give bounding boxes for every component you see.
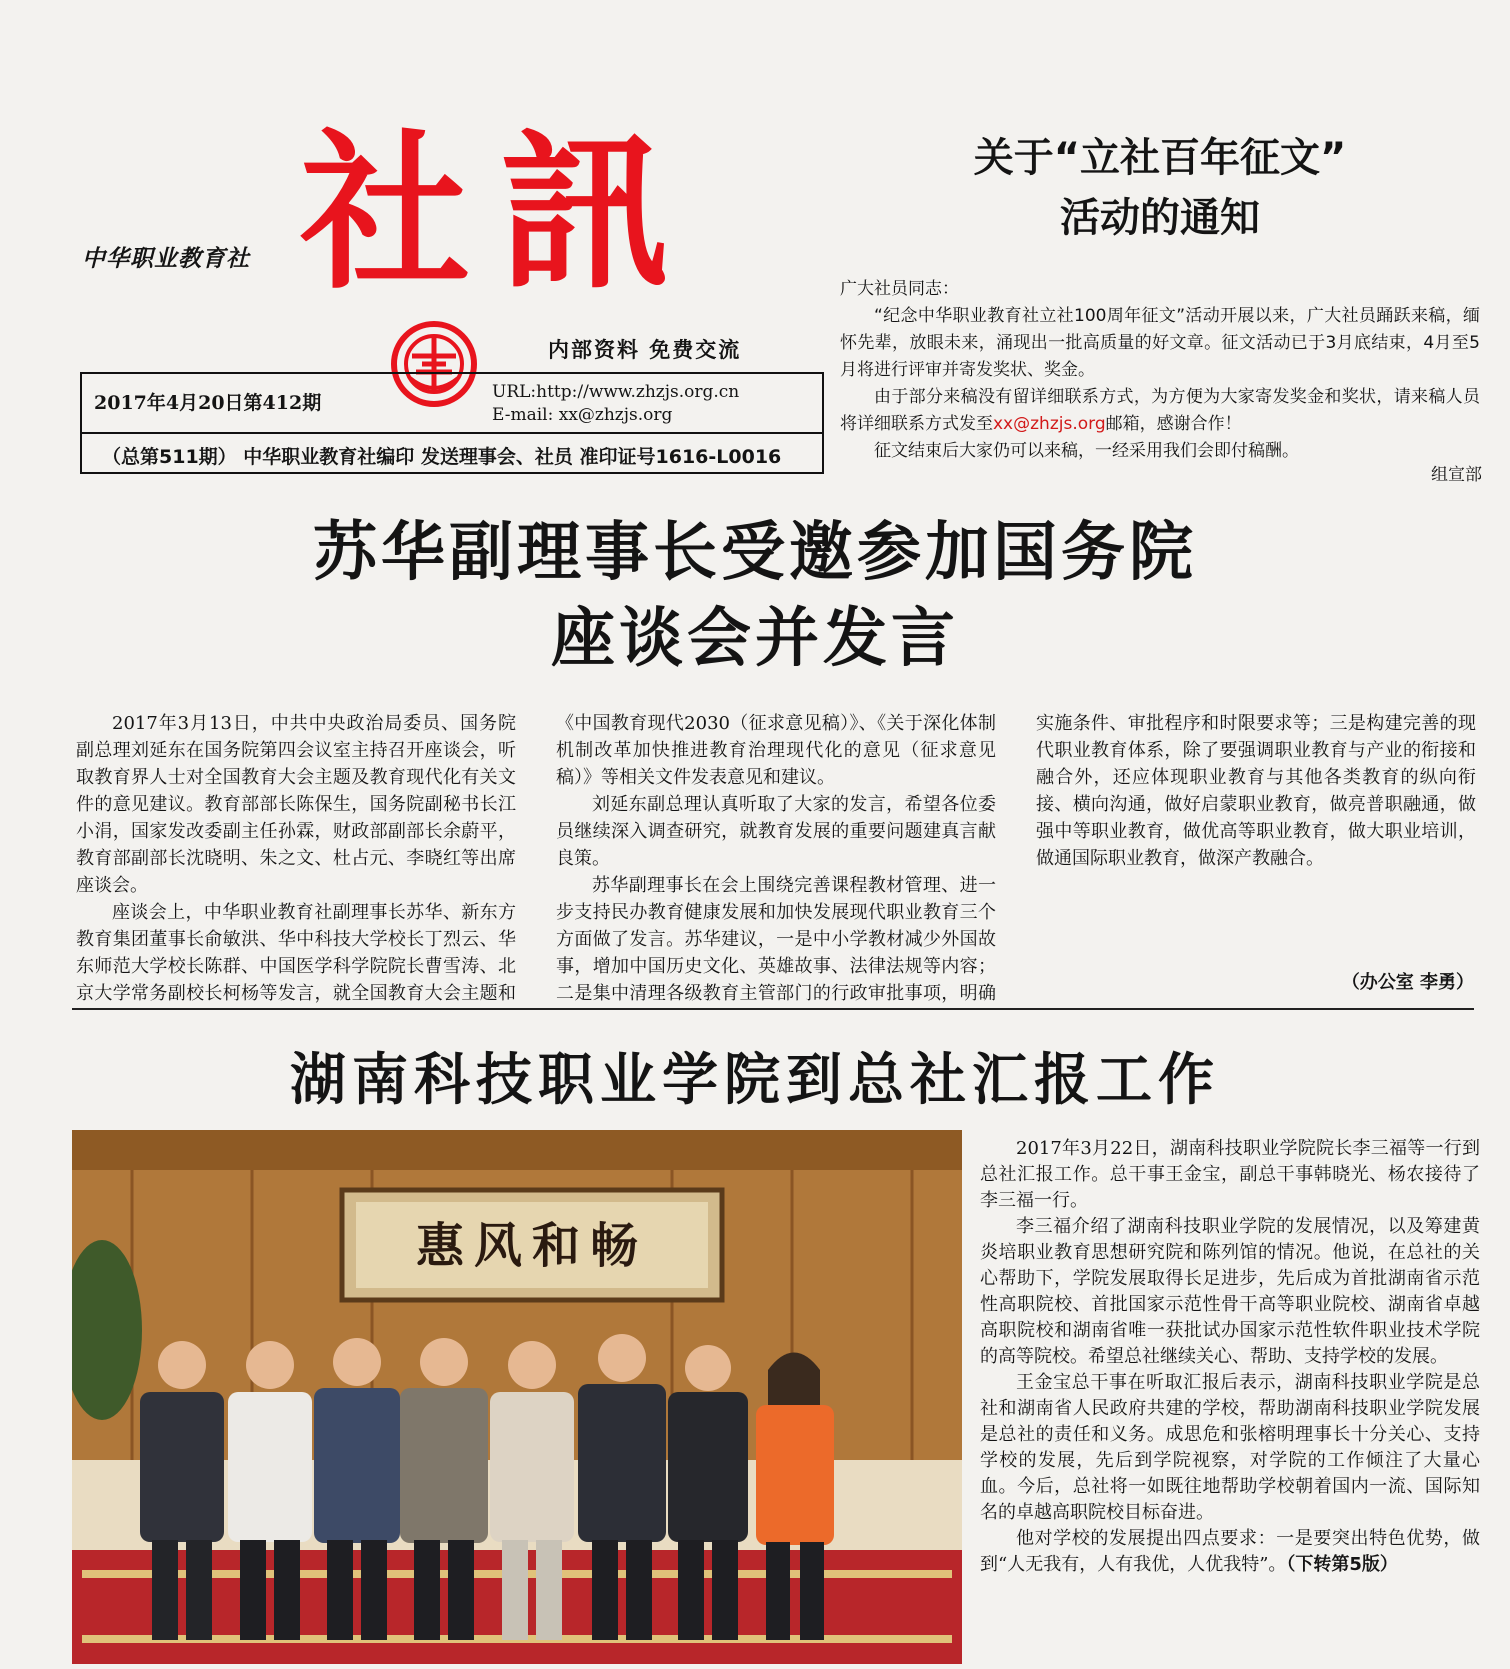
info-box-divider <box>82 432 822 434</box>
issue-info-box <box>80 372 824 474</box>
section-divider <box>72 1008 1474 1010</box>
notice-title-line1: 关于“立社百年征文” <box>973 135 1347 181</box>
article1-headline <box>40 510 1470 682</box>
article1-paragraph: 座谈会上，中华职业教育社副理事长苏华、新东方教育集团董事长俞敏洪、华中科技大学校长丁烈云、华东师范大学校长陈群、中国医学科学院院长曹雪涛、北京大学常务副校长柯杨等发言，就全国教育大会主题和《中国教育现代2030（征求意见稿）》、《关于深化体制机制改革加快推进教育治理现代化的意见（征求意见稿）》等相关文件发表意见和建议。 <box>76 713 996 1004</box>
website-url: URL:http://www.zhzjs.org.cn <box>492 382 740 402</box>
notice-paragraph: 征文结束后大家仍可以来稿，一经采用我们会即付稿酬。 <box>874 441 1299 461</box>
notice-paragraph <box>840 384 1480 438</box>
article2-paragraph: 李三福介绍了湖南科技职业学院的发展情况，以及筹建黄炎培职业教育思想研究院和陈列馆的情况。他说，在总社的关心帮助下，学院发展取得长足进步，先后成为首批湖南省示范性高职院校、首批国家示范性骨干高等职业院校、湖南省卓越高职院校和湖南省唯一获批试办国家示范性软件职业技术学院的高等院校。希望总社继续关心、帮助、支持学校的发展。 <box>980 1216 1480 1367</box>
article1-byline: （办公室 李勇） <box>1341 972 1474 993</box>
calligraphy-text: 惠风和畅 <box>415 1218 649 1274</box>
article2-paragraph: 2017年3月22日，湖南科技职业学院院长李三福等一行到总社汇报工作。总干事王金宝，副总干事韩晓光、杨农接待了李三福一行。 <box>980 1138 1480 1211</box>
issue-date: 2017年4月20日第412期 <box>94 392 322 414</box>
notice-body <box>840 276 1480 465</box>
article1-paragraph: 苏华副理事长在会上围绕完善课程教材管理、进一步支持民办教育健康发展和加快发展现代职业教育三个方面做了发言。苏华建议，一是中小学教材减少外国故事，增加中国历史文化、英雄故事、法律法规等内容；二是集中清理各级教育主管部门的行政审批事项，明确实施条件、审批程序和时限要求等；三是构建完善的现代职业教育体系，除了要强调职业教育与产业的衔接和融合外，还应体现职业教育与其他各类教育的纵向衔接、横向沟通，做好启蒙职业教育，做亮普职融通，做强中等职业教育，做优高等职业教育，做大职业培训，做通国际职业教育，做深产教融合。 <box>556 713 1476 1004</box>
publisher-name: 中华职业教育社 <box>82 246 250 272</box>
notice-title-line2: 活动的通知 <box>1060 195 1260 241</box>
group-photo <box>72 1130 962 1664</box>
article2-paragraph <box>980 1526 1480 1578</box>
article2-paragraph: 王金宝总干事在听取汇报后表示，湖南科技职业学院是总社和湖南省人民政府共建的学校，帮助湖南科技职业学院发展是总社的责任和义务。成思危和张榕明理事长十分关心、支持学校的发展，先后到学院视察，对学院的工作倾注了大量心血。今后，总社将一如既往地帮助学校朝着国内一流、国际知名的卓越高职院校目标奋进。 <box>980 1372 1480 1523</box>
notice-paragraph: “纪念中华职业教育社立社100周年征文”活动开展以来，广大社员踊跃来稿，缅怀先辈，放眼未来，涌现出一批高质量的好文章。征文活动已于3月底结束，4月至5月将进行评审并寄发奖状、奖金。 <box>840 306 1480 380</box>
notice-signature: 组宣部 <box>1431 465 1482 485</box>
article1-body <box>76 710 1476 1010</box>
continued-marker: （下转第5版） <box>1286 1554 1398 1575</box>
notice-text: 由于部分来稿没有留详细联系方式，为方便为大家寄发奖金和奖状，请来稿人员将详细联系方式发至 <box>840 387 1480 434</box>
masthead-note: 内部资料 免费交流 <box>548 338 742 362</box>
article1-headline-line2: 座谈会并发言 <box>551 602 959 676</box>
article2-text: 他对学校的发展提出四点要求：一是要突出特色优势，做到“人无我有，人有我优，人优我特”。 <box>980 1528 1480 1575</box>
notice-text: 邮箱，感谢合作！ <box>1105 414 1242 434</box>
masthead-title: 社訊 <box>300 113 701 313</box>
publication-credits: （总第511期） 中华职业教育社编印 发送理事会、社员 准印证号1616-L0016 <box>102 446 782 468</box>
contact-email: E-mail: xx@zhzjs.org <box>492 405 673 425</box>
article1-headline-line1: 苏华副理事长受邀参加国务院 <box>313 516 1197 590</box>
article1-paragraph: 2017年3月13日，中共中央政治局委员、国务院副总理刘延东在国务院第四会议室主持召开座谈会，听取教育界人士对全国教育大会主题及教育现代化有关文件的意见建议。教育部部长陈保生，国务院副秘书长江小涓，国家发改委副主任孙霖，财政部副部长余蔚平，教育部副部长沈晓明、朱之文、杜占元、李晓红等出席座谈会。 <box>76 713 516 896</box>
article2-body <box>980 1136 1480 1578</box>
notice-email-link: xx@zhzjs.org <box>993 414 1106 434</box>
article1-paragraph: 刘延东副总理认真听取了大家的发言，希望各位委员继续深入调查研究，就教育发展的重要问题建真言献良策。 <box>556 794 996 869</box>
article2-headline: 湖南科技职业学院到总社汇报工作 <box>290 1047 1220 1113</box>
notice-title <box>880 128 1440 248</box>
notice-salutation: 广大社员同志： <box>840 279 959 299</box>
